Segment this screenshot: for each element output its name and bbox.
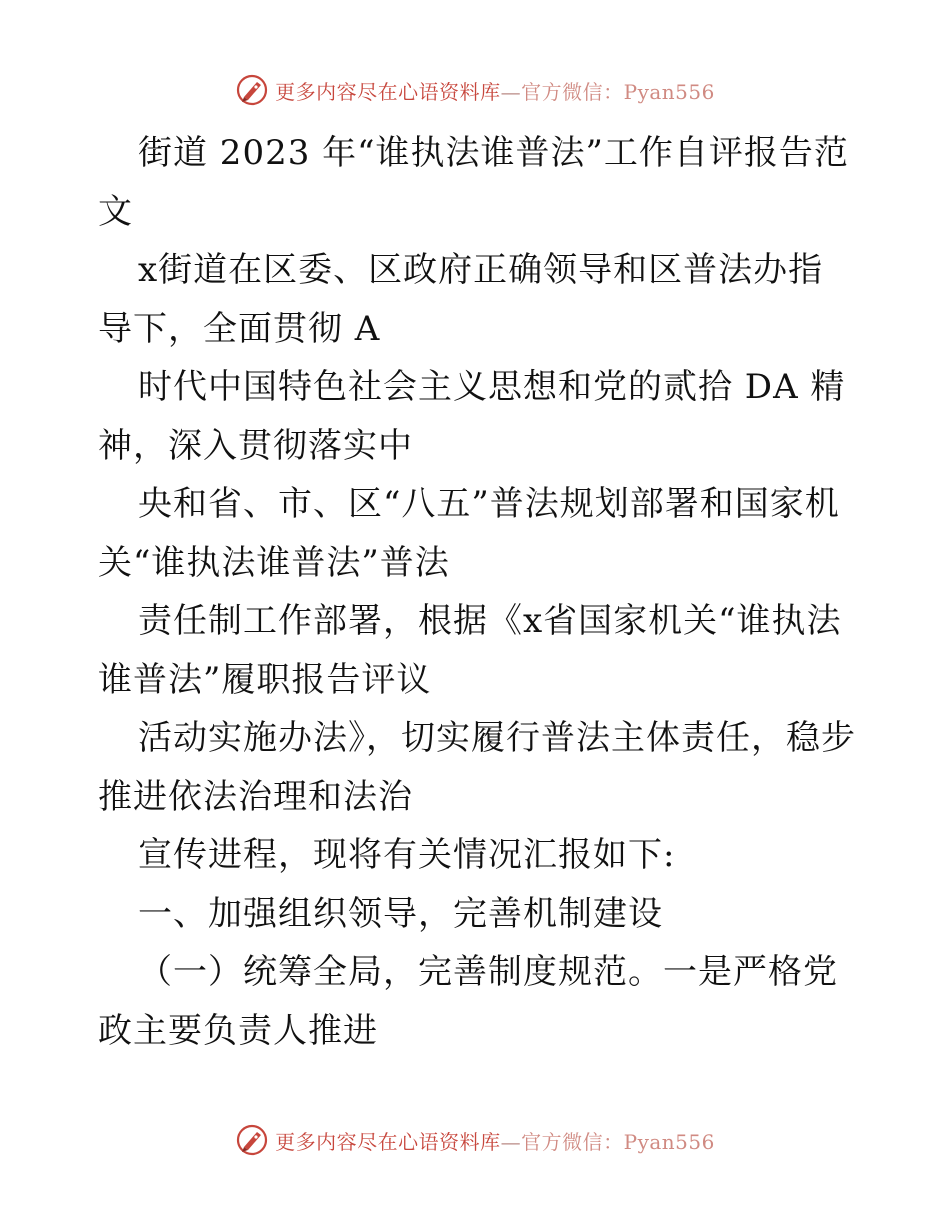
section-heading-1: 一、加强组织领导，完善机制建设 [138,893,663,934]
footer-banner [0,1120,950,1160]
paragraph-7: （一）统筹全局，完善制度规范。一是严格党政主要负责人推进 [98,952,838,1051]
document-title: 街道 2023 年“谁执法谁普法”工作自评报告范文 [98,133,849,232]
banner-dash: — [500,1129,522,1154]
paragraph-3: 央和省、市、区“八五”普法规划部署和国家机关“谁执法谁普法”普法 [98,484,840,583]
banner-main-text: 更多内容尽在心语资料库 [275,79,501,104]
pen-nib-logo-icon [235,1123,269,1157]
banner-main-text: 更多内容尽在心语资料库 [275,1129,501,1154]
banner-dash: — [500,79,522,104]
header-banner [0,70,950,110]
banner-wechat-label: 官方微信： [521,79,624,104]
banner-text [275,76,715,105]
banner-wechat-label: 官方微信： [521,1129,624,1154]
paragraph-5: 活动实施办法》，切实履行普法主体责任，稳步推进依法治理和法治 [98,718,856,817]
document-body [98,124,858,1060]
banner-wechat-id: Pyan556 [623,1129,715,1154]
paragraph-4: 责任制工作部署，根据《x省国家机关“谁执法谁普法”履职报告评议 [98,601,842,700]
paragraph-2: 时代中国特色社会主义思想和党的贰拾 DA 精神，深入贯彻落实中 [98,367,846,466]
banner-wechat-id: Pyan556 [623,79,715,104]
paragraph-1: x街道在区委、区政府正确领导和区普法办指导下，全面贯彻 A [98,250,824,349]
pen-nib-logo-icon [235,73,269,107]
banner-text [275,1126,715,1155]
paragraph-6: 宣传进程，现将有关情况汇报如下: [138,835,676,875]
